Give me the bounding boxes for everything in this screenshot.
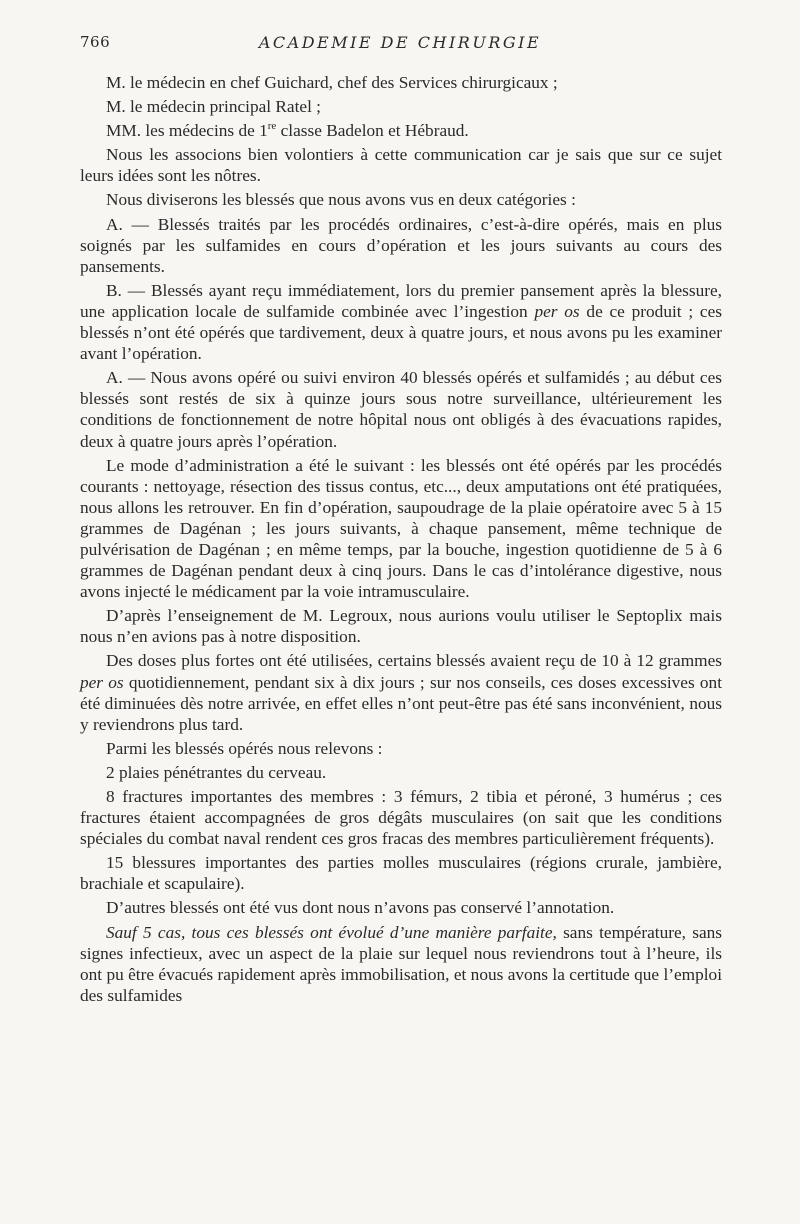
paragraph: M. le médecin en chef Guichard, chef des Services chirurgicaux ; [106, 73, 558, 92]
page-header [80, 33, 720, 53]
running-title: ACADEMIE DE CHIRURGIE [258, 33, 542, 52]
paragraph: Sauf 5 cas, tous ces blessés ont évolué d’une manière parfaite, sans température, sans signes infectieux, avec un aspect de la plaie sur lequel nous reviendrons tout à l’heure, ils ont pu être évacués rapidement après immobilisation, et nous avons la certitude que l’emploi des sulfamides [80, 922, 722, 1005]
italic-text: per os [80, 672, 124, 692]
page-number: 766 [80, 33, 111, 51]
paragraph: Parmi les blessés opérés nous relevons : [106, 738, 383, 758]
paragraph: B. — Blessés ayant reçu immédiatement, lors du premier pansement après la blessure, une application locale de sulfamide combinée avec l’ingestion per os de ce produit ; ces blessés n’ont été opérés que tardivement, deux à quatre jours, et nous avons pu les examiner avant l’opération. [80, 280, 722, 364]
paragraph: Nous les associons bien volontiers à cette communication car je sais que sur ce sujet leurs idées sont les nôtres. [80, 145, 722, 186]
paragraph: 8 fractures importantes des membres : 3 fémurs, 2 tibia et péroné, 3 humérus ; ces fractures étaient accompagnées de gros dégâts musculaires (on sait que les conditions spéciales du combat naval rendent ces gros fracas des membres particulièrement fréquents). [80, 787, 722, 849]
italic-text: Sauf 5 cas, tous ces blessés ont évolué d’une manière parfaite, [106, 922, 557, 942]
paragraph: M. le médecin principal Ratel ; [106, 97, 321, 117]
paragraph: Des doses plus fortes ont été utilisées, certains blessés avaient reçu de 10 à 12 grammes per os quotidiennement, pendant six à dix jours ; sur nos conseils, ces doses excessives ont été diminuées dès notre arrivée, en effet elles n’ont peut-être pas été sans inconvénient, nous y reviendrons plus tard. [80, 651, 722, 734]
paragraph: Nous diviserons les blessés que nous avons vus en deux catégories : [106, 190, 576, 210]
paragraph: D’autres blessés ont été vus dont nous n’avons pas conservé l’annotation. [106, 898, 615, 918]
paragraph: A. — Blessés traités par les procédés ordinaires, c’est-à-dire opérés, mais en plus soignés par les sulfamides en cours d’opération et les jours suivants au cours des pansements. [80, 214, 722, 276]
paragraph: 15 blessures importantes des parties molles musculaires (régions crurale, jambière, brachiale et scapulaire). [80, 853, 722, 894]
paragraph: D’après l’enseignement de M. Legroux, nous aurions voulu utiliser le Septoplix mais nous n’en avions pas à notre disposition. [80, 606, 722, 647]
italic-text: per os [534, 301, 580, 321]
superscript: re [267, 120, 277, 133]
body-text [80, 72, 722, 1006]
paragraph: Le mode d’administration a été le suivant : les blessés ont été opérés par les procédés courants : nettoyage, résection des tissus contus, etc..., deux amputations ont été pratiquées, nous allons les retrouver. En fin d’opération, saupoudrage de la plaie opératoire avec 5 à 15 grammes de Dagénan ; les jours suivants, à chaque pansement, même technique de pulvérisation de Dagénan ; en même temps, par la bouche, ingestion quotidienne de 5 à 6 grammes de Dagénan pendant deux à cinq jours. Dans le cas d’intolérance digestive, nous avons injecté le médicament par la voie intramusculaire. [80, 455, 722, 602]
paragraph: 2 plaies pénétrantes du cerveau. [106, 762, 327, 782]
paragraph: MM. les médecins de 1re classe Badelon et Hébraud. [106, 120, 469, 141]
paragraph: A. — Nous avons opéré ou suivi environ 40 blessés opérés et sulfamidés ; au début ces blessés sont restés de six à quinze jours sous notre surveillance, ultérieurement les conditions de fonctionnement de notre hôpital nous ont obligés à des évacuations rapides, deux à quatre jours après l’opération. [80, 368, 722, 451]
